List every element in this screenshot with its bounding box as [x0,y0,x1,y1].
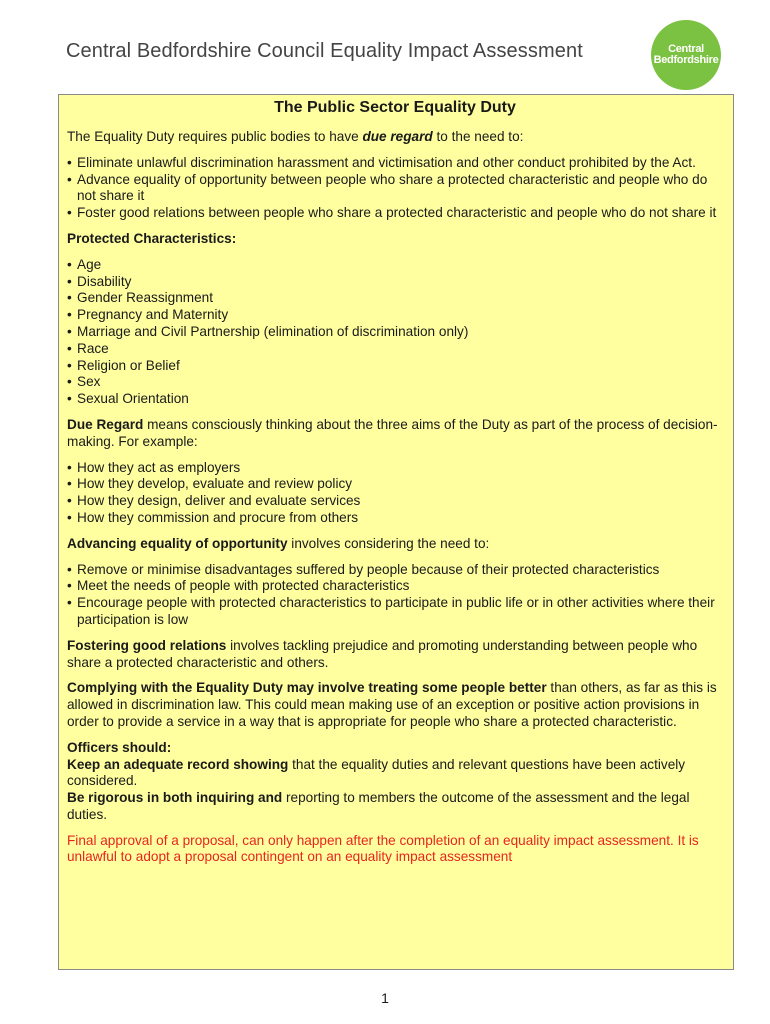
list-item: • How they act as employers [67,460,723,477]
due-regard-label: Due Regard [67,416,144,432]
protected-list [67,257,723,408]
complying-text: than others, as far as this is allowed in discrimination law. This could mean making use of an exception or positive action provisions in order to provide a service in a way that is appropriate for people who share a protected characteristic. [67,680,717,729]
list-item: • Pregnancy and Maternity [67,307,723,324]
list-item: • Age [67,257,723,274]
list-item: • Remove or minimise disadvantages suffered by people because of their protected characteristics [67,562,723,579]
intro-text: The Equality Duty requires public bodies to have [67,129,363,144]
rigorous-text: reporting to members the outcome of the assessment and the legal duties. [67,790,690,822]
list-item: • Gender Reassignment [67,290,723,307]
list-item: • Marriage and Civil Partnership (elimination of discrimination only) [67,324,723,341]
list-item: • Disability [67,274,723,291]
advancing-paragraph [67,536,723,553]
advancing-list [67,562,723,629]
list-item: • Sex [67,374,723,391]
final-approval-note: Final approval of a proposal, can only happen after the completion of an equality impact assessment. It is unlawful to adopt a proposal contingent on an equality impact assessment [67,832,699,865]
logo-text-line2: Bedfordshire [653,54,719,66]
aims-list [67,155,723,222]
equality-duty-panel [58,94,734,970]
list-item: • How they develop, evaluate and review policy [67,476,723,493]
list-item: • Race [67,341,723,358]
document-title: Central Bedfordshire Council Equality Impact Assessment [66,40,583,62]
keep-record-text: that the equality duties and relevant questions have been actively considered. [67,756,686,789]
advancing-text: involves considering the need to: [287,535,490,551]
logo-circle [651,20,721,90]
fostering-paragraph [67,638,723,672]
list-item: • Foster good relations between people who share a protected characteristic and people who do not share it [67,205,723,222]
rigorous-label: Be rigorous in both inquiring and [67,790,283,806]
officers-heading: Officers should: [67,739,172,755]
council-logo [636,20,736,90]
list-item: • How they commission and procure from others [67,510,723,527]
list-item: • Advance equality of opportunity between people who share a protected characteristic and people who do not share it [67,172,723,206]
logo-text-line1: Central [668,43,704,55]
list-item: • Religion or Belief [67,358,723,375]
intro-text-end: to the need to: [432,129,524,144]
due-regard-text: means consciously thinking about the three aims of the Duty as part of the process of decision-making. For example: [67,416,718,449]
keep-record-label: Keep an adequate record showing [67,756,289,772]
due-regard-paragraph [67,417,723,451]
page-number: 1 [381,990,389,1006]
complying-label: Complying with the Equality Duty may involve treating some people better [67,680,547,696]
complying-paragraph [67,680,723,730]
fostering-text: involves tackling prejudice and promoting understanding between people who share a protected characteristic and others. [67,637,698,670]
protected-heading: Protected Characteristics: [67,230,237,246]
list-item: • Sexual Orientation [67,391,723,408]
list-item: • Eliminate unlawful discrimination harassment and victimisation and other conduct prohibited by the Act. [67,155,723,172]
officers-paragraph [67,740,723,824]
intro-paragraph [67,129,723,146]
examples-list [67,460,723,527]
list-item: • Meet the needs of people with protected characteristics [67,578,723,595]
advancing-label: Advancing equality of opportunity [67,535,288,551]
list-item: • How they design, deliver and evaluate services [67,493,723,510]
list-item: • Encourage people with protected characteristics to participate in public life or in other activities where their participation is low [67,595,723,629]
intro-emphasis: due regard [362,129,433,144]
panel-title: The Public Sector Equality Duty [274,99,516,116]
fostering-label: Fostering good relations [67,637,227,653]
